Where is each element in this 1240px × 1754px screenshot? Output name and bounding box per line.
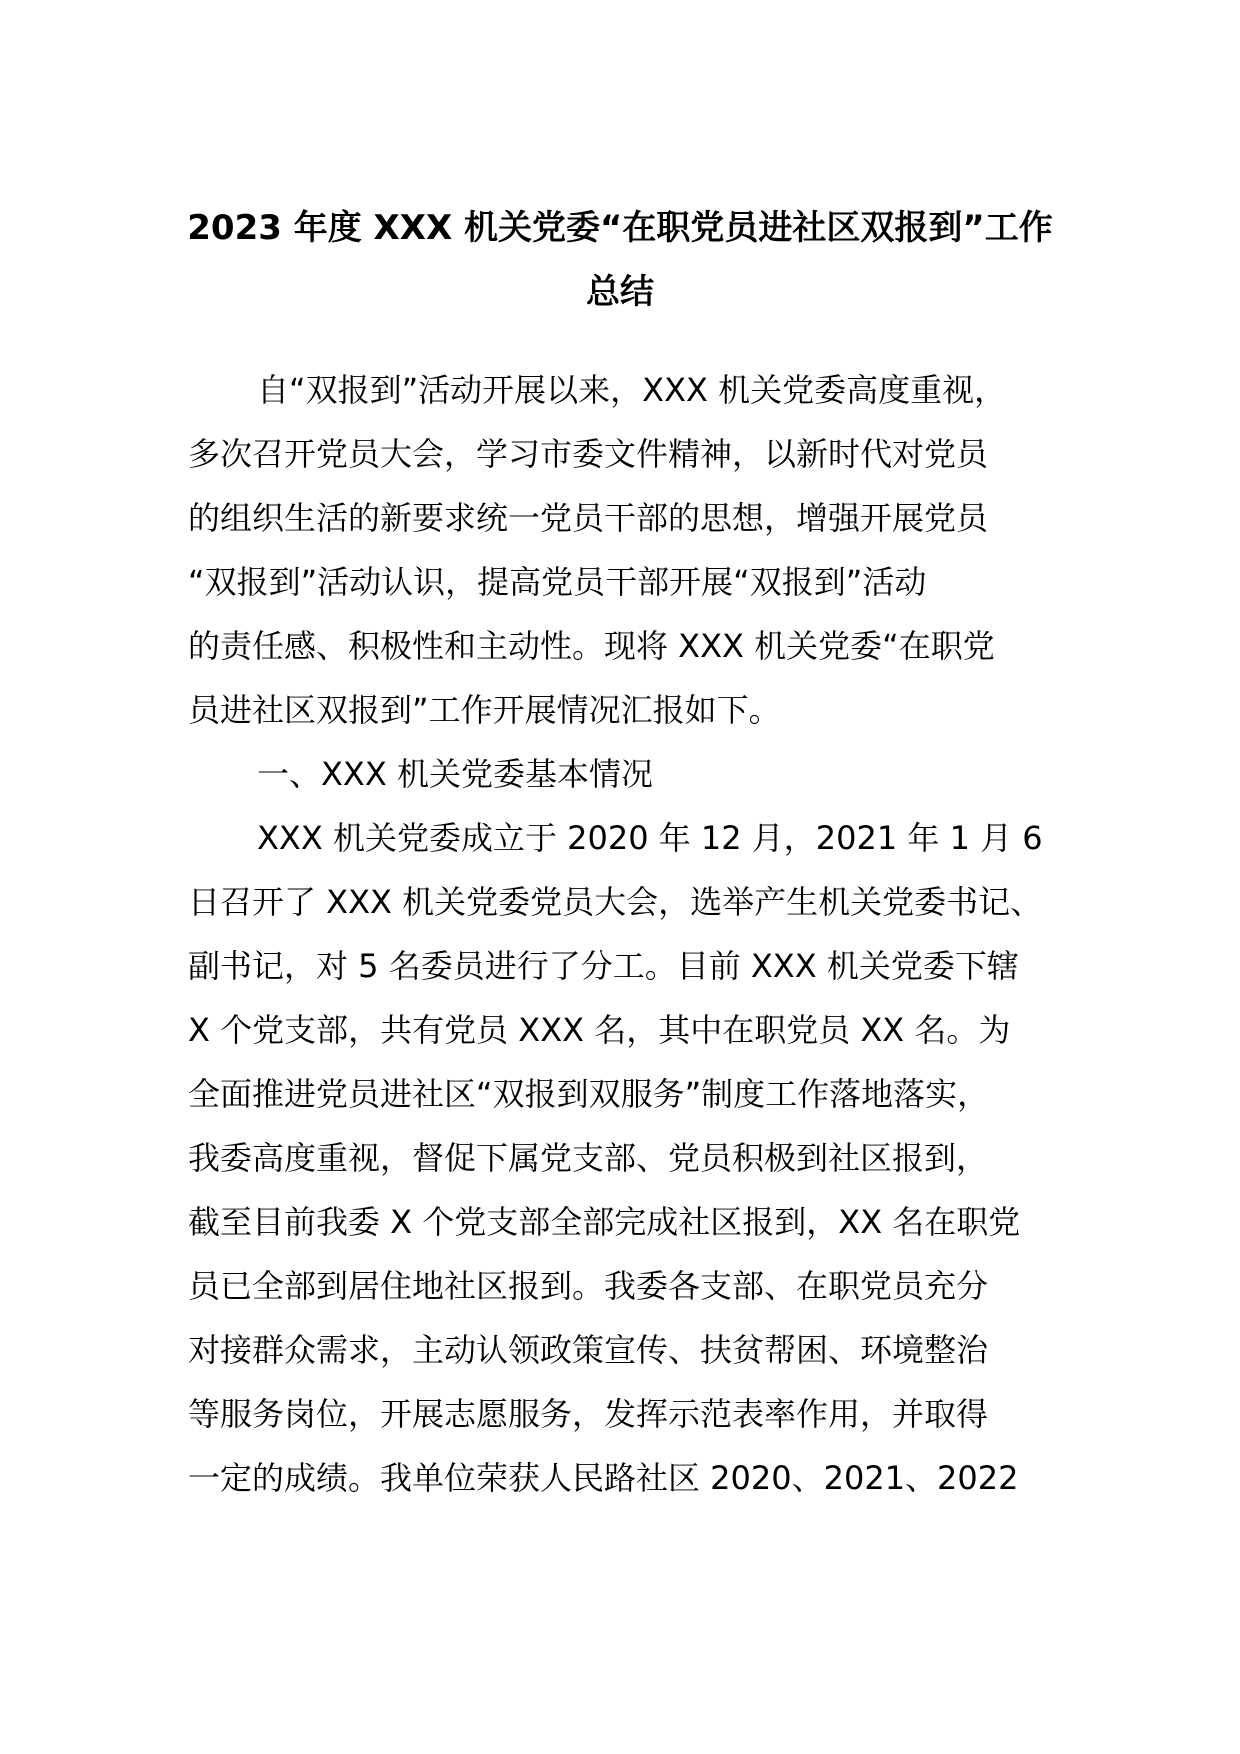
paragraph-2-line-7: 截至目前我委 X 个党支部全部完成社区报到，XX 名在职党 [188,1203,1021,1241]
paragraph-2-line-1: XXX 机关党委成立于 2020 年 12 月，2021 年 1 月 6 [257,819,1043,857]
paragraph-2-line-10: 等服务岗位，开展志愿服务，发挥示范表率作用，并取得 [188,1395,989,1433]
paragraph-1-line-1: 自“双报到”活动开展以来，XXX 机关党委高度重视， [257,371,1007,409]
paragraph-2-line-4: X 个党支部，共有党员 XXX 名，其中在职党员 XX 名。为 [188,1011,1011,1049]
paragraph-2-line-6: 我委高度重视，督促下属党支部、党员积极到社区报到， [188,1139,989,1177]
paragraph-2-line-3: 副书记，对 5 名委员进行了分工。目前 XXX 机关党委下辖 [188,947,1019,985]
paragraph-1-line-5: 的责任感、积极性和主动性。现将 XXX 机关党委“在职党 [188,627,995,665]
paragraph-1-line-6: 员进社区双报到”工作开展情况汇报如下。 [188,691,781,729]
paragraph-1-line-4: “双报到”活动认识，提高党员干部开展“双报到”活动 [188,563,927,601]
paragraph-2-line-11: 一定的成绩。我单位荣获人民路社区 2020、2021、2022 [188,1459,1019,1497]
document-title-line-2: 总结 [586,272,654,312]
section-heading-1: 一、XXX 机关党委基本情况 [257,755,653,793]
paragraph-1-line-3: 的组织生活的新要求统一党员干部的思想，增强开展党员 [188,499,989,537]
paragraph-2-line-8: 员已全部到居住地社区报到。我委各支部、在职党员充分 [188,1267,989,1305]
document-title-line-1: 2023 年度 XXX 机关党委“在职党员进社区双报到”工作 [187,208,1053,248]
paragraph-2-line-9: 对接群众需求，主动认领政策宣传、扶贫帮困、环境整治 [188,1331,989,1369]
paragraph-2-line-2: 日召开了 XXX 机关党委党员大会，选举产生机关党委书记、 [188,883,1043,921]
paragraph-2-line-5: 全面推进党员进社区“双报到双服务”制度工作落地落实， [188,1075,990,1113]
paragraph-1-line-2: 多次召开党员大会，学习市委文件精神，以新时代对党员 [188,435,989,473]
